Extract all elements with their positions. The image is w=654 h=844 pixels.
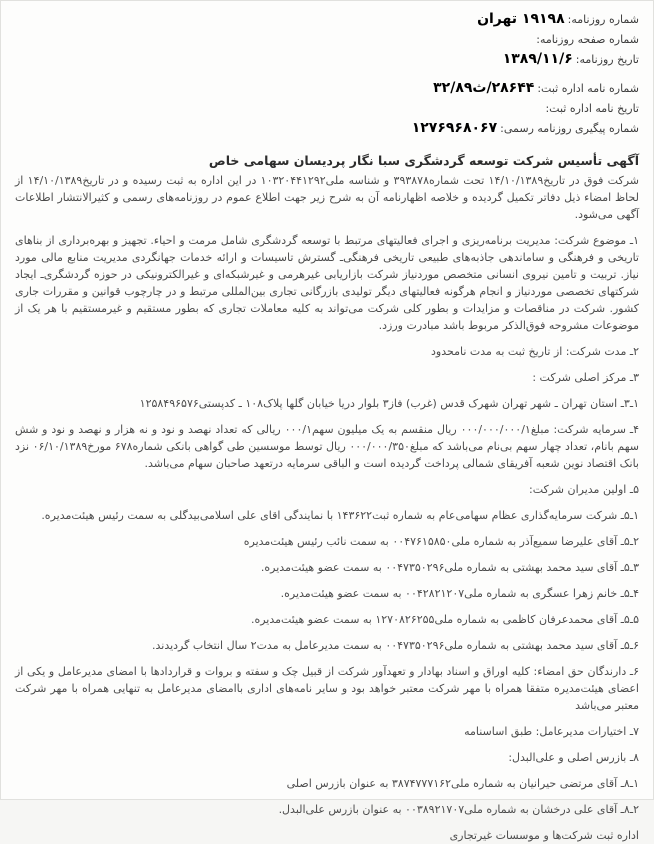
journal-number-label: شماره روزنامه: xyxy=(567,13,639,26)
section-subject: ۱ـ موضوع شرکت: مدیریت برنامه‌ریزی و اجرای فعالیتهای مرتبط با توسعه گردشگری شامل مرمت و احیاء. تجهیز و بهره‌برداری از بناهای تاریخی و فرهنگی و ساماندهی جاذبه‌های طبیعی تاریخی فرهنگی‌ـ گسترش تاسیسات و ارائه خدمات جهانگردی مدیریت منابع مالی مورد نیاز. تربیت و تامین نیروی انسانی متخصص موردنیاز شرکت بازاریابی غیرهرمی و غیرشبکه‌ای و غیرالکترونیکی در حوزه گردشگری‌ـ ایجاد شرکتهای تخصصی موردنیاز و انجام هرگونه فعالیتهای دیگر تولیدی بازرگانی تجاری بین‌المللی مرتبط و در چارچوب قوانین و مقررات جاری کشور. شرکت در مناقصات و مزایدات و بطور کلی شرکت می‌تواند به کلیه معاملات تجاری که بطور مستقیم و غیرمستقیم با هر یک از موضوعات مشروحه فوق‌الذکر مربوط باشد مبادرت ورزد. xyxy=(15,234,639,332)
journal-page-row xyxy=(15,29,639,49)
official-gazette-tracking-row xyxy=(15,118,639,138)
journal-date-value: ۱۳۸۹/۱۱/۶ xyxy=(502,51,573,67)
section-capital: ۴ـ سرمایه شرکت: مبلغ۰۰۰/۰۰۰/۰۰۰/۱ ریال منقسم به یک میلیون سهم۰۰۰/۱ ریالی که تعداد نهصد و نود و نه هزار و نهصد و نود و شش سهم بانام، تعداد چهار سهم بی‌نام می‌باشد که مبلغ۰۰۰/۰۰۰/۳۵۰ ریال توسط موسسین طی گواهی بانکی شماره۶۷۸ مورخ۰۶/۱۰/۱۳۸۹ نزد بانک اقتصاد نوین شعبه آفریقای شمالی پرداخت گردیده است و الباقی سرمایه درتعهد صاحبان سهام می‌باشد. xyxy=(15,423,640,470)
registry-letter-number-row xyxy=(15,78,639,98)
director-item-1: ۱ـ۵ـ شرکت سرمایه‌گذاری عظام سهامی‌عام به شماره ثبت۱۴۳۶۲۲ با نمایندگی اقای علی اسلامی‌بیدگلی به سمت رئیس هیئت‌مدیره. xyxy=(41,509,639,522)
section-ceo-authority: ۷ـ اختیارات مدیرعامل: طبق اساسنامه xyxy=(464,725,639,738)
section-duration: ۲ـ مدت شرکت: از تاریخ ثبت به مدت نامحدود xyxy=(431,345,639,358)
notice-title: آگهی تأسیس شرکت توسعه گردشگری سبا نگار پردیسان سهامی خاص xyxy=(208,153,639,168)
registry-letter-number-label: شماره نامه اداره ثبت: xyxy=(537,82,639,95)
registry-office-footer: اداره ثبت شرکت‌ها و موسسات غیرتجاری xyxy=(449,829,639,842)
journal-date-row xyxy=(15,49,639,69)
journal-number-row xyxy=(15,9,639,29)
section-first-directors: ۵ـ اولین مدیران شرکت: xyxy=(528,483,639,496)
registry-letter-date-row xyxy=(15,98,639,118)
gazette-header xyxy=(15,9,639,138)
header-gap xyxy=(15,69,639,78)
inspector-item-1: ۱ـ۸ـ آقای مرتضی حیرانیان به شماره ملی۳۸۷۴۷۷۷۱۶۲ به عنوان بازرس اصلی xyxy=(286,777,639,790)
director-item-3: ۳ـ۵ـ آقای سید محمد بهشتی به شماره ملی۰۰۴۷۳۵۰۲۹۶ به سمت عضو هیئت‌مدیره. xyxy=(260,561,639,574)
registry-letter-number-value: ۲۸۶۴۴/ث۳۲/۸۹ xyxy=(433,80,535,96)
section-signatories: ۶ـ دارندگان حق امضاء: کلیه اوراق و اسناد بهادار و تعهدآور شرکت از قبیل چک و سفته و بروات و قراردادها با امضای مدیرعامل و یکی از اعضای هیئت‌مدیره متفقا همراه با مهر شرکت معتبر خواهد بود و سایر نامه‌های اداری باامضای مدیرعامل به تنهایی همراه با مهر شرکت معتبر می‌باشد xyxy=(15,665,639,712)
official-gazette-tracking-label: شماره پیگیری روزنامه رسمی: xyxy=(500,122,639,135)
journal-page-label: شماره صفحه روزنامه: xyxy=(536,33,639,46)
director-item-2: ۲ـ۵ـ آقای علیرضا سمیع‌آذر به شماره ملی۰۰۴۷۶۱۵۸۵۰ به سمت نائب رئیس هیئت‌مدیره xyxy=(243,535,639,548)
journal-date-label: تاریخ روزنامه: xyxy=(575,53,639,66)
section-head-office: ۳ـ مرکز اصلی شرکت : xyxy=(532,371,639,384)
section-inspectors: ۸ـ بازرس اصلی و علی‌البدل: xyxy=(508,751,639,764)
clause-head-office-address: ۱ـ۳ـ استان تهران ـ شهر تهران شهرک قدس (غرب) فاز۳ بلوار دریا خیابان گلها پلاک۱۰۸ ـ کدپستی۱۲۵۸۴۹۶۵۷۶ xyxy=(139,397,639,410)
director-item-5: ۵ـ۵ـ آقای محمدعرفان کاظمی به شماره ملی۱۲۷۰۸۲۶۲۵۵ به سمت عضو هیئت‌مدیره. xyxy=(250,613,639,626)
registry-letter-date-label: تاریخ نامه اداره ثبت: xyxy=(545,102,639,115)
official-gazette-tracking-value: ۱۲۷۶۹۶۸۰۶۷ xyxy=(411,120,498,136)
director-item-4: ۴ـ۵ـ خانم زهرا عسگری به شماره ملی۰۰۴۲۸۲۱۲۰۷ به سمت عضو هیئت‌مدیره. xyxy=(280,587,639,600)
journal-number-value: ۱۹۱۹۸ تهران xyxy=(477,11,565,27)
inspector-item-2: ۲ـ۸ـ آقای علی درخشان به شماره ملی۰۰۳۸۹۲۱۷۰۷ به عنوان بازرس علی‌البدل. xyxy=(278,803,639,816)
director-item-6: ۶ـ۵ـ آقای سید محمد بهشتی به شماره ملی۰۰۴۷۳۵۰۲۹۶ به سمت مدیرعامل به مدت۲ سال انتخاب گردیدند. xyxy=(151,639,639,652)
intro-paragraph: شرکت فوق در تاریخ۱۴/۱۰/۱۳۸۹ تحت شماره۳۹۳۸۷۸ و شناسه ملی۱۰۳۲۰۴۴۱۲۹۲ در این اداره به ثبت رسیده و در تاریخ۱۴/۱۰/۱۳۸۹ از لحاظ امضاء ذیل دفاتر تکمیل گردیده و خلاصه اظهارنامه آن به شرح زیر جهت اطلاع عموم در روزنامه‌های رسمی و کثیرالانتشار اطلاعات آگهی می‌شود. xyxy=(15,174,639,221)
